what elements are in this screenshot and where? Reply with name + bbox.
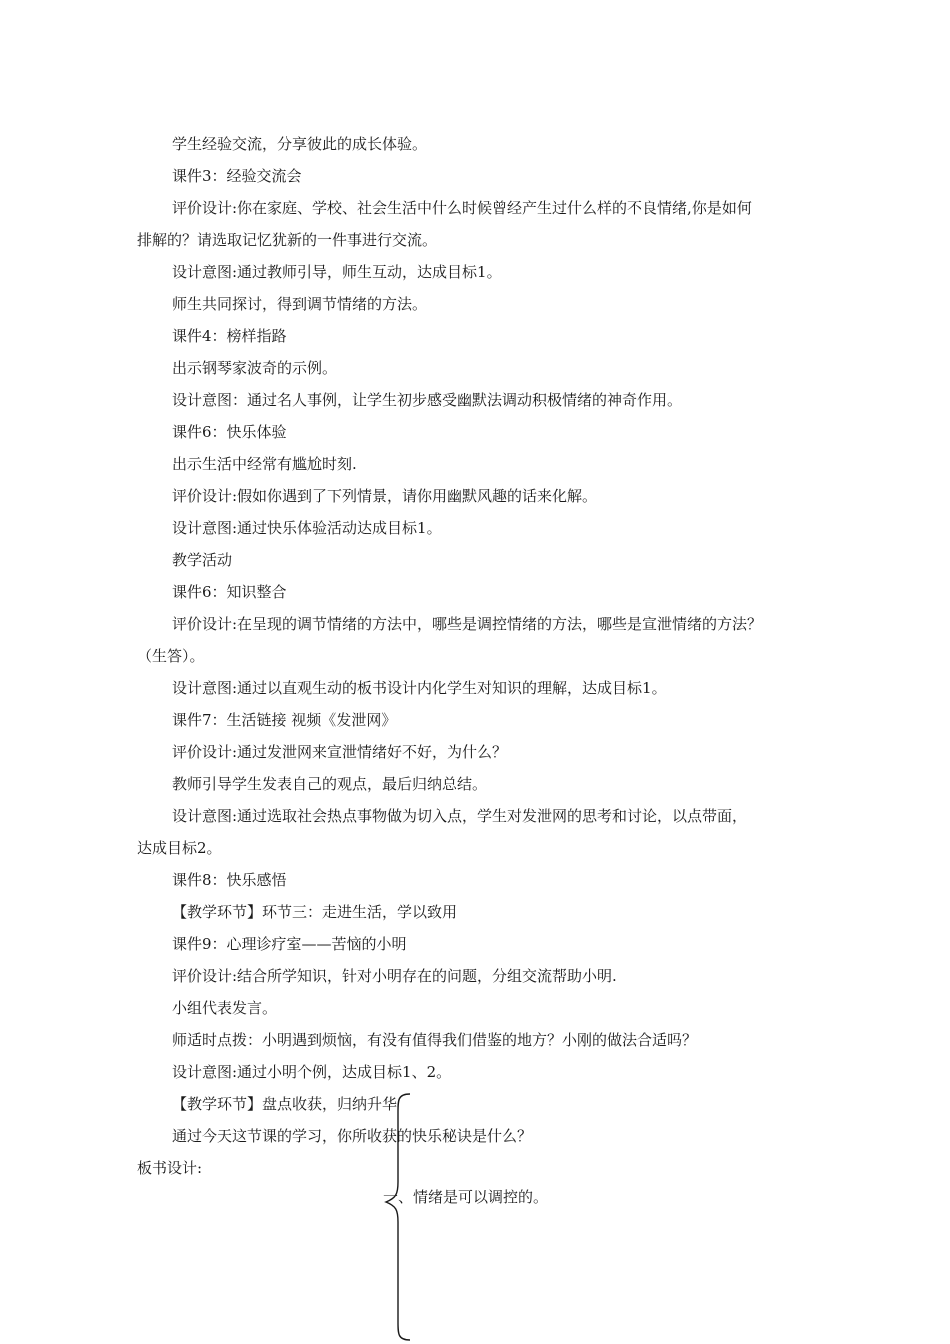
paragraph: 【教学环节】盘点收获，归纳升华 — [172, 1095, 398, 1113]
paragraph: 课件3：经验交流会 — [172, 167, 302, 185]
paragraph: 设计意图:通过教师引导，师生互动，达成目标1。 — [172, 263, 502, 281]
paragraph: 课件4：榜样指路 — [172, 327, 287, 345]
paragraph: 教师引导学生发表自己的观点，最后归纳总结。 — [172, 775, 488, 793]
paragraph: 课件8：快乐感悟 — [172, 871, 287, 889]
paragraph: 师生共同探讨，得到调节情绪的方法。 — [172, 295, 428, 313]
paragraph: 通过今天这节课的学习，你所收获的快乐秘诀是什么？ — [172, 1127, 533, 1145]
paragraph: 评价设计:在呈现的调节情绪的方法中，哪些是调控情绪的方法，哪些是宣泄情绪的方法？ — [172, 615, 763, 633]
paragraph: 设计意图：通过名人事例，让学生初步感受幽默法调动积极情绪的神奇作用。 — [172, 391, 683, 409]
paragraph: 学生经验交流，分享彼此的成长体验。 — [172, 135, 428, 153]
paragraph: 设计意图:通过选取社会热点事物做为切入点，学生对发泄网的思考和讨论，以点带面， — [172, 807, 748, 825]
board-item: 一、情绪是可以调控的。 — [383, 1188, 549, 1206]
paragraph: 设计意图:通过以直观生动的板书设计内化学生对知识的理解，达成目标1。 — [172, 679, 667, 697]
paragraph: 课件7：生活链接 视频《发泄网》 — [172, 711, 397, 729]
paragraph: （生答）。 — [137, 647, 205, 665]
paragraph: 评价设计:你在家庭、学校、社会生活中什么时候曾经产生过什么样的不良情绪,你是如何 — [172, 199, 752, 217]
paragraph: 教学活动 — [172, 551, 233, 569]
paragraph: 小组代表发言。 — [172, 999, 278, 1017]
paragraph: 设计意图:通过小明个例，达成目标1、2。 — [172, 1063, 452, 1081]
paragraph: 课件6：知识整合 — [172, 583, 287, 601]
paragraph: 评价设计:假如你遇到了下列情景，请你用幽默风趣的话来化解。 — [172, 487, 598, 505]
curly-brace-icon — [380, 1090, 420, 1344]
paragraph: 排解的？请选取记忆犹新的一件事进行交流。 — [137, 231, 438, 249]
paragraph: 课件9：心理诊疗室——苦恼的小明 — [172, 935, 407, 953]
paragraph: 评价设计:结合所学知识，针对小明存在的问题，分组交流帮助小明. — [172, 967, 617, 985]
paragraph: 达成目标2。 — [137, 839, 222, 857]
paragraph: 评价设计:通过发泄网来宣泄情绪好不好，为什么？ — [172, 743, 508, 761]
paragraph: 课件6：快乐体验 — [172, 423, 287, 441]
paragraph: 【教学环节】环节三：走进生活，学以致用 — [172, 903, 458, 921]
paragraph: 设计意图:通过快乐体验活动达成目标1。 — [172, 519, 442, 537]
board-design-heading: 板书设计: — [137, 1159, 203, 1177]
paragraph: 出示生活中经常有尴尬时刻. — [172, 455, 357, 473]
paragraph: 师适时点拨：小明遇到烦恼，有没有值得我们借鉴的地方？小刚的做法合适吗？ — [172, 1031, 698, 1049]
paragraph: 出示钢琴家波奇的示例。 — [172, 359, 338, 377]
